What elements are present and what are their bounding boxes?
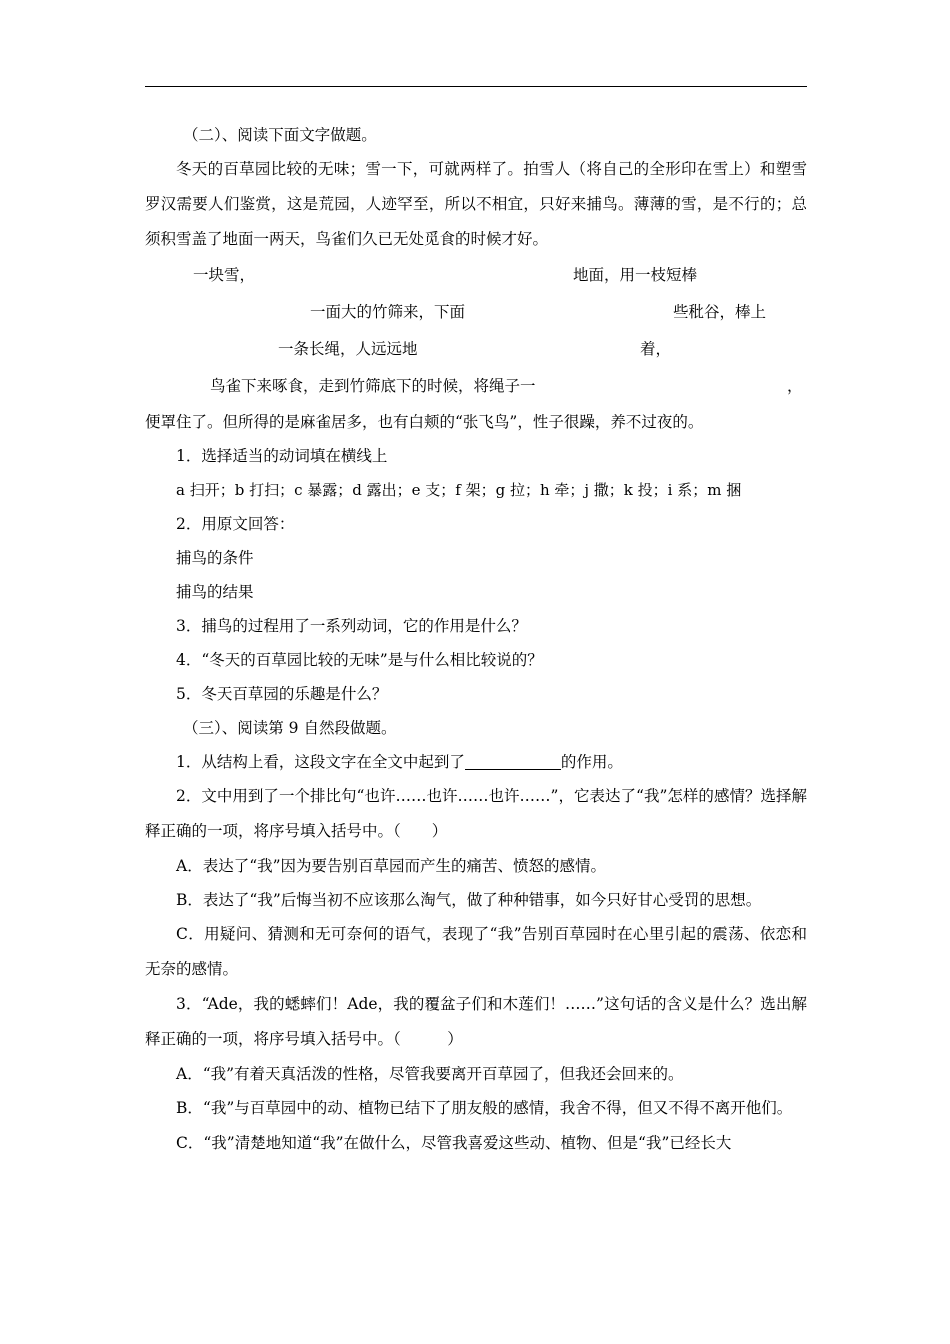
fill-line-3-part-b: 着， <box>640 340 672 358</box>
fill-line-4 <box>145 368 807 405</box>
fill-line-1 <box>145 257 807 294</box>
fill-line-1-part-a: 一块雪， <box>193 266 256 284</box>
passage-paragraph: 冬天的百草园比较的无味；雪一下，可就两样了。拍雪人（将自己的全形印在雪上）和塑雪罗汉需要人们鉴赏，这是荒园，人迹罕至，所以不相宜，只好来捕鸟。薄薄的雪，是不行的；总须积雪盖了地面一两天，鸟雀们久已无处觅食的时候才好。 <box>145 160 807 248</box>
fill-line-3 <box>145 331 807 368</box>
question-1: 1．选择适当的动词填在横线上 <box>176 447 388 465</box>
question-2: 2．用原文回答： <box>176 515 295 533</box>
section2-heading: （二）、阅读下面文字做题。 <box>183 126 377 144</box>
question-1-options: a 扫开；b 打扫；c 暴露；d 露出；e 支；f 架；g 拉；h 牵；j 撒；k 投；i 系；m 捆 <box>176 481 742 499</box>
question-2-item-a: 捕鸟的条件 <box>176 549 254 567</box>
fill-line-2-part-a: 一面大的竹筛来，下面 <box>310 303 466 321</box>
s3-question-2-option-a: A．表达了“我”因为要告别百草园而产生的痛苦、愤怒的感情。 <box>176 857 607 875</box>
fill-line-3-part-a: 一条长绳，人远远地 <box>278 340 418 358</box>
question-4: 4．“冬天的百草园比较的无味”是与什么相比较说的？ <box>176 651 543 669</box>
fill-line-2-part-b: 些秕谷，棒上 <box>673 303 767 321</box>
document-body <box>145 118 807 1160</box>
fill-line-4-part-a: 鸟雀下来啄食，走到竹筛底下的时候，将绳子一 <box>210 377 536 395</box>
fill-line-4-part-b: ， <box>787 377 803 395</box>
s3-question-3-option-b: B．“我”与百草园中的动、植物已结下了朋友般的感情，我舍不得，但又不得不离开他们。 <box>176 1099 793 1117</box>
question-3: 3．捕鸟的过程用了一系列动词，它的作用是什么？ <box>176 617 527 635</box>
question-2-item-b: 捕鸟的结果 <box>176 583 254 601</box>
s3-question-3-option-c: C．“我”清楚地知道“我”在做什么，尽管我喜爱这些动、植物、但是“我”已经长大 <box>176 1134 732 1152</box>
header-rule <box>145 86 807 87</box>
s3-question-3-option-a: A．“我”有着天真活泼的性格，尽管我要离开百草园了，但我还会回来的。 <box>176 1065 684 1083</box>
s3-question-1 <box>145 745 807 779</box>
section3-heading: （三）、阅读第 9 自然段做题。 <box>183 719 397 737</box>
passage-ending: 便罩住了。但所得的是麻雀居多，也有白颊的“张飞鸟”，性子很躁，养不过夜的。 <box>145 413 704 431</box>
s3-question-1-pre: 1．从结构上看，这段文字在全文中起到了 <box>176 753 465 771</box>
s3-question-2-option-b: B．表达了“我”后悔当初不应该那么淘气，做了种种错事，如今只好甘心受罚的思想。 <box>176 891 762 909</box>
answer-blank[interactable] <box>465 752 561 770</box>
s3-question-1-post: 的作用。 <box>560 753 623 771</box>
fill-line-2 <box>145 294 807 331</box>
s3-question-2: 2．文中用到了一个排比句“也许……也许……也许……”，它表达了“我”怎样的感情？选择解释正确的一项，将序号填入括号中。（ ） <box>145 787 807 840</box>
s3-question-3: 3．“Ade，我的蟋蟀们！Ade，我的覆盆子们和木莲们！……”这句话的含义是什么？选出解释正确的一项，将序号填入括号中。（ ） <box>145 995 807 1048</box>
s3-question-2-option-c: C．用疑问、猜测和无可奈何的语气，表现了“我”告别百草园时在心里引起的震荡、依恋和无奈的感情。 <box>145 925 807 978</box>
question-5: 5．冬天百草园的乐趣是什么？ <box>176 685 388 703</box>
fill-line-1-part-b: 地面，用一枝短棒 <box>573 266 698 284</box>
